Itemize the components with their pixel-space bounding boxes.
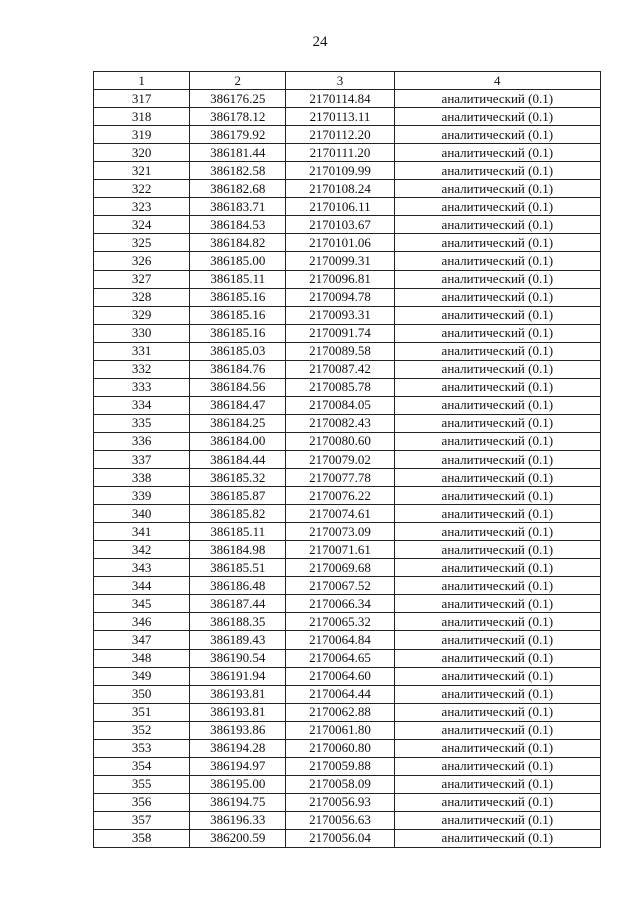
x-coordinate-cell: 386195.00	[190, 775, 286, 793]
table-row	[94, 180, 601, 198]
table-row	[94, 757, 601, 775]
point-number-cell: 358	[94, 829, 190, 847]
point-number-cell: 331	[94, 342, 190, 360]
method-cell: аналитический (0.1)	[394, 739, 600, 757]
point-number-cell: 320	[94, 144, 190, 162]
method-cell: аналитический (0.1)	[394, 144, 600, 162]
point-number-cell: 341	[94, 523, 190, 541]
point-number-cell: 340	[94, 505, 190, 523]
method-cell: аналитический (0.1)	[394, 108, 600, 126]
method-cell: аналитический (0.1)	[394, 180, 600, 198]
point-number-cell: 329	[94, 306, 190, 324]
table-row	[94, 126, 601, 144]
point-number-cell: 325	[94, 234, 190, 252]
y-coordinate-cell: 2170079.02	[286, 450, 394, 468]
point-number-cell: 327	[94, 270, 190, 288]
method-cell: аналитический (0.1)	[394, 541, 600, 559]
point-number-cell: 321	[94, 162, 190, 180]
point-number-cell: 322	[94, 180, 190, 198]
x-coordinate-cell: 386185.51	[190, 559, 286, 577]
y-coordinate-cell: 2170112.20	[286, 126, 394, 144]
x-coordinate-cell: 386179.92	[190, 126, 286, 144]
table-header	[94, 72, 601, 90]
x-coordinate-cell: 386185.11	[190, 523, 286, 541]
y-coordinate-cell: 2170103.67	[286, 216, 394, 234]
method-cell: аналитический (0.1)	[394, 432, 600, 450]
x-coordinate-cell: 386184.53	[190, 216, 286, 234]
table-row	[94, 829, 601, 847]
point-number-cell: 326	[94, 252, 190, 270]
y-coordinate-cell: 2170064.60	[286, 667, 394, 685]
x-coordinate-cell: 386194.28	[190, 739, 286, 757]
x-coordinate-cell: 386176.25	[190, 90, 286, 108]
point-number-cell: 355	[94, 775, 190, 793]
x-coordinate-cell: 386193.81	[190, 685, 286, 703]
y-coordinate-cell: 2170073.09	[286, 523, 394, 541]
x-coordinate-cell: 386184.44	[190, 450, 286, 468]
method-cell: аналитический (0.1)	[394, 649, 600, 667]
table-row	[94, 631, 601, 649]
point-number-cell: 328	[94, 288, 190, 306]
table-row	[94, 685, 601, 703]
point-number-cell: 342	[94, 541, 190, 559]
x-coordinate-cell: 386185.16	[190, 306, 286, 324]
method-cell: аналитический (0.1)	[394, 793, 600, 811]
method-cell: аналитический (0.1)	[394, 577, 600, 595]
y-coordinate-cell: 2170082.43	[286, 414, 394, 432]
x-coordinate-cell: 386185.00	[190, 252, 286, 270]
table-row	[94, 775, 601, 793]
table-row	[94, 144, 601, 162]
y-coordinate-cell: 2170101.06	[286, 234, 394, 252]
y-coordinate-cell: 2170059.88	[286, 757, 394, 775]
table-row	[94, 270, 601, 288]
y-coordinate-cell: 2170108.24	[286, 180, 394, 198]
y-coordinate-cell: 2170093.31	[286, 306, 394, 324]
method-cell: аналитический (0.1)	[394, 90, 600, 108]
point-number-cell: 351	[94, 703, 190, 721]
table-row	[94, 396, 601, 414]
x-coordinate-cell: 386185.11	[190, 270, 286, 288]
method-cell: аналитический (0.1)	[394, 469, 600, 487]
y-coordinate-cell: 2170091.74	[286, 324, 394, 342]
x-coordinate-cell: 386178.12	[190, 108, 286, 126]
table-row	[94, 739, 601, 757]
y-coordinate-cell: 2170060.80	[286, 739, 394, 757]
method-cell: аналитический (0.1)	[394, 414, 600, 432]
x-coordinate-cell: 386194.75	[190, 793, 286, 811]
table-row	[94, 487, 601, 505]
table-row	[94, 523, 601, 541]
y-coordinate-cell: 2170099.31	[286, 252, 394, 270]
y-coordinate-cell: 2170065.32	[286, 613, 394, 631]
table-row	[94, 559, 601, 577]
method-cell: аналитический (0.1)	[394, 595, 600, 613]
method-cell: аналитический (0.1)	[394, 667, 600, 685]
y-coordinate-cell: 2170077.78	[286, 469, 394, 487]
x-coordinate-cell: 386184.47	[190, 396, 286, 414]
x-coordinate-cell: 386185.82	[190, 505, 286, 523]
table-row	[94, 793, 601, 811]
point-number-cell: 345	[94, 595, 190, 613]
method-cell: аналитический (0.1)	[394, 234, 600, 252]
point-number-cell: 330	[94, 324, 190, 342]
method-cell: аналитический (0.1)	[394, 342, 600, 360]
point-number-cell: 317	[94, 90, 190, 108]
point-number-cell: 339	[94, 487, 190, 505]
method-cell: аналитический (0.1)	[394, 775, 600, 793]
y-coordinate-cell: 2170058.09	[286, 775, 394, 793]
method-cell: аналитический (0.1)	[394, 126, 600, 144]
table-row	[94, 721, 601, 739]
y-coordinate-cell: 2170076.22	[286, 487, 394, 505]
point-number-cell: 352	[94, 721, 190, 739]
coordinates-table	[93, 71, 601, 848]
x-coordinate-cell: 386181.44	[190, 144, 286, 162]
method-cell: аналитический (0.1)	[394, 757, 600, 775]
x-coordinate-cell: 386184.25	[190, 414, 286, 432]
point-number-cell: 324	[94, 216, 190, 234]
x-coordinate-cell: 386193.86	[190, 721, 286, 739]
method-cell: аналитический (0.1)	[394, 505, 600, 523]
method-cell: аналитический (0.1)	[394, 829, 600, 847]
x-coordinate-cell: 386200.59	[190, 829, 286, 847]
x-coordinate-cell: 386188.35	[190, 613, 286, 631]
y-coordinate-cell: 2170096.81	[286, 270, 394, 288]
method-cell: аналитический (0.1)	[394, 252, 600, 270]
method-cell: аналитический (0.1)	[394, 324, 600, 342]
y-coordinate-cell: 2170114.84	[286, 90, 394, 108]
x-coordinate-cell: 386185.16	[190, 324, 286, 342]
table-row	[94, 703, 601, 721]
y-coordinate-cell: 2170064.65	[286, 649, 394, 667]
x-coordinate-cell: 386187.44	[190, 595, 286, 613]
method-cell: аналитический (0.1)	[394, 288, 600, 306]
method-cell: аналитический (0.1)	[394, 613, 600, 631]
header-cell-2: 2	[190, 72, 286, 90]
method-cell: аналитический (0.1)	[394, 198, 600, 216]
y-coordinate-cell: 2170113.11	[286, 108, 394, 126]
table-body	[94, 90, 601, 848]
point-number-cell: 356	[94, 793, 190, 811]
x-coordinate-cell: 386193.81	[190, 703, 286, 721]
method-cell: аналитический (0.1)	[394, 721, 600, 739]
point-number-cell: 336	[94, 432, 190, 450]
x-coordinate-cell: 386191.94	[190, 667, 286, 685]
y-coordinate-cell: 2170056.63	[286, 811, 394, 829]
x-coordinate-cell: 386184.00	[190, 432, 286, 450]
y-coordinate-cell: 2170067.52	[286, 577, 394, 595]
method-cell: аналитический (0.1)	[394, 685, 600, 703]
y-coordinate-cell: 2170061.80	[286, 721, 394, 739]
method-cell: аналитический (0.1)	[394, 559, 600, 577]
point-number-cell: 346	[94, 613, 190, 631]
table-row	[94, 252, 601, 270]
method-cell: аналитический (0.1)	[394, 378, 600, 396]
table-row	[94, 306, 601, 324]
x-coordinate-cell: 386182.58	[190, 162, 286, 180]
method-cell: аналитический (0.1)	[394, 306, 600, 324]
point-number-cell: 348	[94, 649, 190, 667]
y-coordinate-cell: 2170085.78	[286, 378, 394, 396]
method-cell: аналитический (0.1)	[394, 450, 600, 468]
table-row	[94, 450, 601, 468]
method-cell: аналитический (0.1)	[394, 631, 600, 649]
y-coordinate-cell: 2170056.04	[286, 829, 394, 847]
x-coordinate-cell: 386185.87	[190, 487, 286, 505]
y-coordinate-cell: 2170062.88	[286, 703, 394, 721]
method-cell: аналитический (0.1)	[394, 487, 600, 505]
table-row	[94, 162, 601, 180]
header-cell-1: 1	[94, 72, 190, 90]
table-row	[94, 360, 601, 378]
point-number-cell: 332	[94, 360, 190, 378]
x-coordinate-cell: 386182.68	[190, 180, 286, 198]
y-coordinate-cell: 2170074.61	[286, 505, 394, 523]
method-cell: аналитический (0.1)	[394, 811, 600, 829]
x-coordinate-cell: 386190.54	[190, 649, 286, 667]
x-coordinate-cell: 386185.32	[190, 469, 286, 487]
table-row	[94, 198, 601, 216]
table-row	[94, 541, 601, 559]
method-cell: аналитический (0.1)	[394, 270, 600, 288]
table-row	[94, 288, 601, 306]
point-number-cell: 350	[94, 685, 190, 703]
page-number: 24	[312, 34, 328, 50]
method-cell: аналитический (0.1)	[394, 523, 600, 541]
y-coordinate-cell: 2170111.20	[286, 144, 394, 162]
point-number-cell: 343	[94, 559, 190, 577]
point-number-cell: 333	[94, 378, 190, 396]
x-coordinate-cell: 386184.98	[190, 541, 286, 559]
point-number-cell: 357	[94, 811, 190, 829]
x-coordinate-cell: 386185.16	[190, 288, 286, 306]
header-cell-4: 4	[394, 72, 600, 90]
table-row	[94, 414, 601, 432]
method-cell: аналитический (0.1)	[394, 396, 600, 414]
table-row	[94, 811, 601, 829]
y-coordinate-cell: 2170064.84	[286, 631, 394, 649]
table-row	[94, 505, 601, 523]
y-coordinate-cell: 2170094.78	[286, 288, 394, 306]
table-row	[94, 342, 601, 360]
y-coordinate-cell: 2170056.93	[286, 793, 394, 811]
y-coordinate-cell: 2170069.68	[286, 559, 394, 577]
x-coordinate-cell: 386184.56	[190, 378, 286, 396]
y-coordinate-cell: 2170084.05	[286, 396, 394, 414]
point-number-cell: 353	[94, 739, 190, 757]
table-row	[94, 613, 601, 631]
method-cell: аналитический (0.1)	[394, 216, 600, 234]
table-row	[94, 667, 601, 685]
point-number-cell: 354	[94, 757, 190, 775]
table-row	[94, 649, 601, 667]
x-coordinate-cell: 386184.82	[190, 234, 286, 252]
x-coordinate-cell: 386186.48	[190, 577, 286, 595]
table-row	[94, 108, 601, 126]
table-row	[94, 595, 601, 613]
table-row	[94, 324, 601, 342]
point-number-cell: 349	[94, 667, 190, 685]
table-row	[94, 234, 601, 252]
y-coordinate-cell: 2170087.42	[286, 360, 394, 378]
table-row	[94, 378, 601, 396]
x-coordinate-cell: 386189.43	[190, 631, 286, 649]
table-row	[94, 90, 601, 108]
point-number-cell: 335	[94, 414, 190, 432]
table-row	[94, 432, 601, 450]
point-number-cell: 334	[94, 396, 190, 414]
x-coordinate-cell: 386194.97	[190, 757, 286, 775]
point-number-cell: 344	[94, 577, 190, 595]
x-coordinate-cell: 386184.76	[190, 360, 286, 378]
y-coordinate-cell: 2170071.61	[286, 541, 394, 559]
y-coordinate-cell: 2170089.58	[286, 342, 394, 360]
point-number-cell: 337	[94, 450, 190, 468]
method-cell: аналитический (0.1)	[394, 162, 600, 180]
point-number-cell: 338	[94, 469, 190, 487]
point-number-cell: 323	[94, 198, 190, 216]
point-number-cell: 347	[94, 631, 190, 649]
point-number-cell: 318	[94, 108, 190, 126]
y-coordinate-cell: 2170066.34	[286, 595, 394, 613]
y-coordinate-cell: 2170106.11	[286, 198, 394, 216]
x-coordinate-cell: 386183.71	[190, 198, 286, 216]
y-coordinate-cell: 2170064.44	[286, 685, 394, 703]
method-cell: аналитический (0.1)	[394, 360, 600, 378]
x-coordinate-cell: 386185.03	[190, 342, 286, 360]
method-cell: аналитический (0.1)	[394, 703, 600, 721]
table-row	[94, 577, 601, 595]
y-coordinate-cell: 2170109.99	[286, 162, 394, 180]
x-coordinate-cell: 386196.33	[190, 811, 286, 829]
table-row	[94, 216, 601, 234]
point-number-cell: 319	[94, 126, 190, 144]
header-row	[94, 72, 601, 90]
header-cell-3: 3	[286, 72, 394, 90]
table-row	[94, 469, 601, 487]
y-coordinate-cell: 2170080.60	[286, 432, 394, 450]
